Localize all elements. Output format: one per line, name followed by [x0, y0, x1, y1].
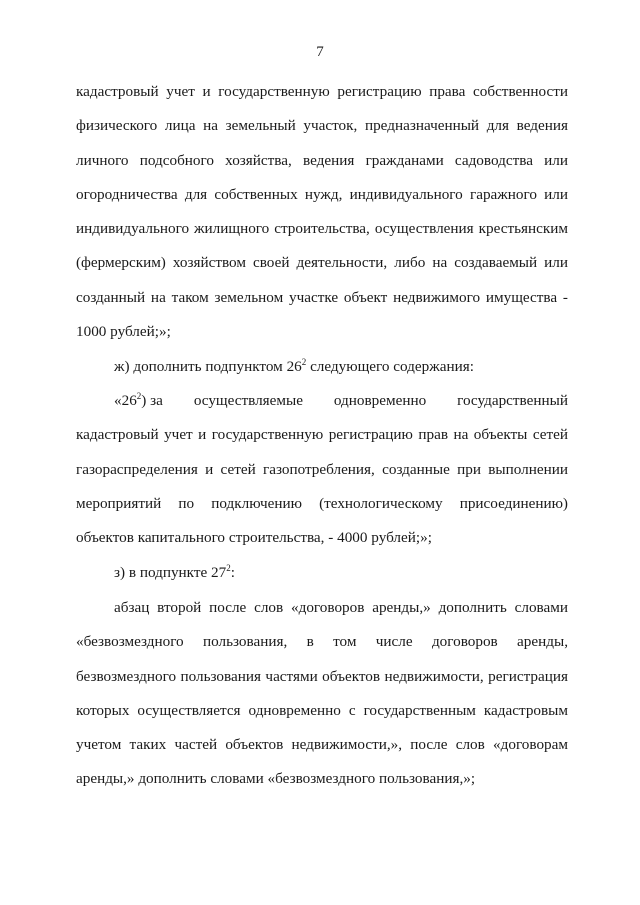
text-line: объектов капитального строительства, - 4000 рублей;»; [76, 529, 432, 547]
text-line: учетом таких частей объектов недвижимости,», после слов «договорам [76, 736, 568, 754]
quote-first-word: «$26^2$) за [114, 391, 163, 409]
text-line [76, 563, 568, 597]
item-z-superscript: 2 [226, 563, 231, 573]
text-line: абзац второй после слов «договоров аренды,» дополнить словами [114, 599, 568, 616]
text-line: индивидуального жилищного строительства, осуществления крестьянским [76, 220, 568, 238]
item-zh [76, 357, 568, 391]
text-line: мероприятий по подключению (технологическому присоединению) [76, 494, 568, 512]
item-zh-after: следующего содержания: [306, 358, 474, 375]
text-line: 1000 рублей;»; [76, 323, 171, 341]
text-line: кадастровый учет и государственную регистрацию прав на объекты сетей [76, 426, 568, 444]
text-line: физического лица на земельный участок, предназначенный для ведения [76, 117, 568, 135]
text-line: которых осуществляется одновременно с государственным кадастровым [76, 701, 568, 719]
item-zh-superscript: 2 [301, 357, 307, 367]
item-z-after: : [230, 564, 235, 581]
text-line [76, 391, 568, 425]
text-line: безвозмездного пользования частями объектов недвижимости, регистрация [76, 667, 568, 685]
paragraph-continuation [76, 82, 568, 356]
quote-superscript: 2 [136, 391, 142, 401]
text-line: «безвозмездного пользования, в том числе договоров аренды, [76, 633, 568, 651]
text-line: личного подсобного хозяйства, ведения гражданами садоводства или [76, 151, 568, 169]
item-z [76, 563, 568, 597]
quote-word: государственный [457, 392, 568, 409]
text-line: газораспределения и сетей газопотребления, созданные при выполнении [76, 460, 568, 478]
quote-26-2 [76, 391, 568, 562]
paragraph-abzac [76, 598, 568, 804]
text-line: аренды,» дополнить словами «безвозмездного пользования,»; [76, 770, 476, 788]
text-line: огородничества для собственных нужд, индивидуального гаражного или [76, 185, 568, 203]
quote-word: осуществляемые [193, 392, 303, 409]
item-zh-before: ж) дополнить подпунктом 26 [114, 358, 302, 375]
text-line: (фермерским) хозяйством своей деятельности, либо на создаваемый или [76, 254, 568, 272]
text-line: кадастровый учет и государственную регистрацию права собственности [76, 83, 568, 100]
text-line: созданный на таком земельном участке объект недвижимого имущества - [76, 288, 568, 306]
page-number: 7 [316, 44, 324, 60]
quote-word: одновременно [333, 392, 427, 409]
text-line [76, 357, 568, 391]
item-z-before: з) в подпункте 27 [114, 564, 227, 581]
